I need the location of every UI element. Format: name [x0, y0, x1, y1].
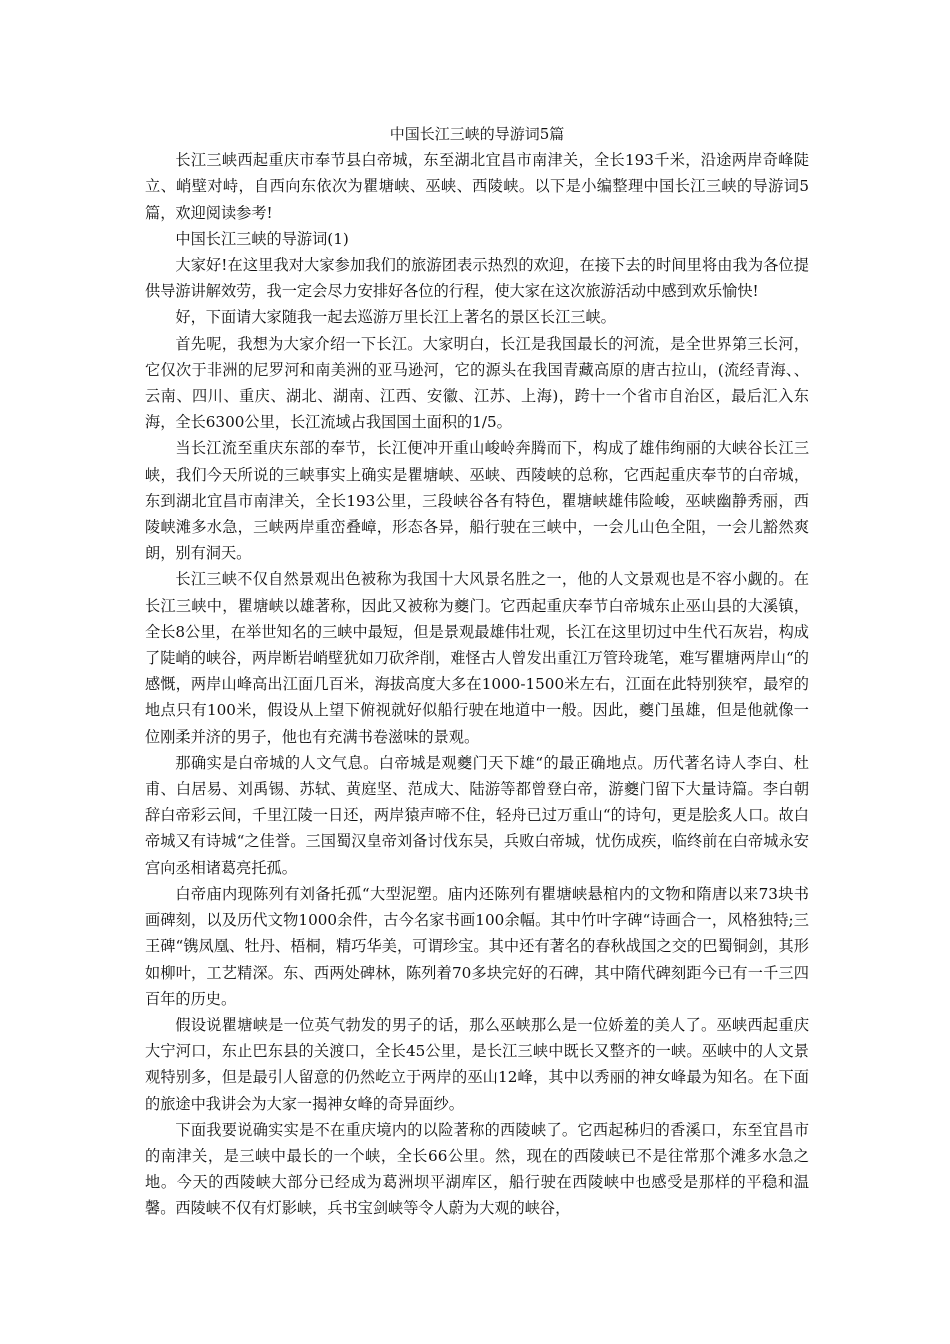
paragraph-wu-gorge: 假设说瞿塘峡是一位英气勃发的男子的话，那么巫峡那么是一位娇羞的美人了。巫峡西起重庆大宁河口，东止巴东县的关渡口，全长45公里，是长江三峡中既长又整齐的一峡。巫峡中的人文景观特别多，但是最引人留意的仍然屹立于两岸的巫山12峰，其中以秀丽的神女峰最为知名。在下面的旅途中我讲会为大家一揭神女峰的奇异面纱。 — [145, 1015, 809, 1113]
paragraph-yangtze-intro: 首先呢，我想为大家介绍一下长江。大家明白，长江是我国最长的河流，是全世界第三长河，它仅次于非洲的尼罗河和南美洲的亚马逊河，它的源头在我国青藏高原的唐古拉山，(流经青海、、云南、四川、重庆、湖北、湖南、江西、安徽、江苏、上海)，跨十一个省市自治区，最后汇入东海，全长6300公里，长江流域占我国国土面积的1/5。 — [145, 334, 809, 432]
document-title: 中国长江三峡的导游词5篇 — [389, 125, 565, 143]
paragraph-baidi-temple: 白帝庙内现陈列有刘备托孤“大型泥塑。庙内还陈列有瞿塘峡悬棺内的文物和隋唐以来73块书画碑刻，以及历代文物1000余件，古今名家书画100余幅。其中竹叶字碑“诗画合一，风格独特;三王碑“镌凤凰、牡丹、梧桐，精巧华美，可谓珍宝。其中还有著名的春秋战国之交的巴蜀铜剑，其形如柳叶，工艺精深。东、西两处碑林，陈列着70多块完好的石碑，其中隋代碑刻距今已有一千三四百年的历史。 — [145, 884, 809, 1008]
intro-paragraph: 长江三峡西起重庆市奉节县白帝城，东至湖北宜昌市南津关，全长193千米，沿途两岸奇峰陡立、峭壁对峙，自西向东依次为瞿塘峡、巫峡、西陵峡。以下是小编整理中国长江三峡的导游词5篇，欢迎阅读参考! — [145, 151, 809, 222]
document-page — [145, 121, 809, 1222]
paragraph-qutang-gorge: 长江三峡不仅自然景观出色被称为我国十大风景名胜之一，他的人文景观也是不容小觑的。在长江三峡中，瞿塘峡以雄著称，因此又被称为夔门。它西起重庆奉节白帝城东止巫山县的大溪镇，全长8公里，在举世知名的三峡中最短，但是景观最雄伟壮观，长江在这里切过中生代石灰岩，构成了陡峭的峡谷，两岸断岩峭壁犹如刀砍斧削，难怪古人曾发出重江万管玲珑笔，难写瞿塘两岸山“的感慨，两岸山峰高出江面几百米，海拔高度大多在1000-1500米左右，江面在此特别狭窄，最窄的地点只有100米，假设从上望下俯视就好似船行驶在地道中一般。因此，夔门虽雄，但是他就像一位刚柔并济的男子，他也有充满书卷滋味的景观。 — [145, 570, 809, 746]
paragraph-invite: 好，下面请大家随我一起去巡游万里长江上著名的景区长江三峡。 — [175, 308, 616, 327]
paragraph-welcome: 大家好!在这里我对大家参加我们的旅游团表示热烈的欢迎，在接下去的时间里将由我为各位提供导游讲解效劳，我一定会尽力安排好各位的行程，使大家在这次旅游活动中感到欢乐愉快! — [145, 256, 809, 301]
paragraph-three-gorges-overview: 当长江流至重庆东部的奉节，长江便冲开重山峻岭奔腾而下，构成了雄伟绚丽的大峡谷长江三峡，我们今天所说的三峡事实上确实是瞿塘峡、巫峡、西陵峡的总称，它西起重庆奉节的白帝城，东到湖北宜昌市南津关，全长193公里，三段峡谷各有特色，瞿塘峡雄伟险峻，巫峡幽静秀丽，西陵峡滩多水急，三峡两岸重峦叠嶂，形态各异，船行驶在三峡中，一会儿山色全阻，一会儿豁然爽朗，别有洞天。 — [145, 439, 809, 563]
paragraph-xiling-gorge: 下面我要说确实实是不在重庆境内的以险著称的西陵峡了。它西起秭归的香溪口，东至宜昌市的南津关，是三峡中最长的一个峡，全长66公里。然，现在的西陵峡已不是往常那个滩多水急之地。今天的西陵峡大部分已经成为葛洲坝平湖库区，船行驶在西陵峡中也感受是那样的平稳和温馨。西陵峡不仅有灯影峡，兵书宝剑峡等令人蔚为大观的峡谷， — [145, 1120, 809, 1218]
section-heading: 中国长江三峡的导游词(1) — [175, 229, 349, 248]
paragraph-baidi-city: 那确实是白帝城的人文气息。白帝城是观夔门天下雄“的最正确地点。历代著名诗人李白、杜甫、白居易、刘禹锡、苏轼、黄庭坚、范成大、陆游等都曾登白帝，游夔门留下大量诗篇。李白朝辞白帝彩云间，千里江陵一日还，两岸猿声啼不住，轻舟已过万重山“的诗句，更是脍炙人口。故白帝城又有诗城“之佳誉。三国蜀汉皇帝刘备讨伐东吴，兵败白帝城，忧伤成疾，临终前在白帝城永安宫向丞相诸葛亮托孤。 — [145, 753, 809, 877]
